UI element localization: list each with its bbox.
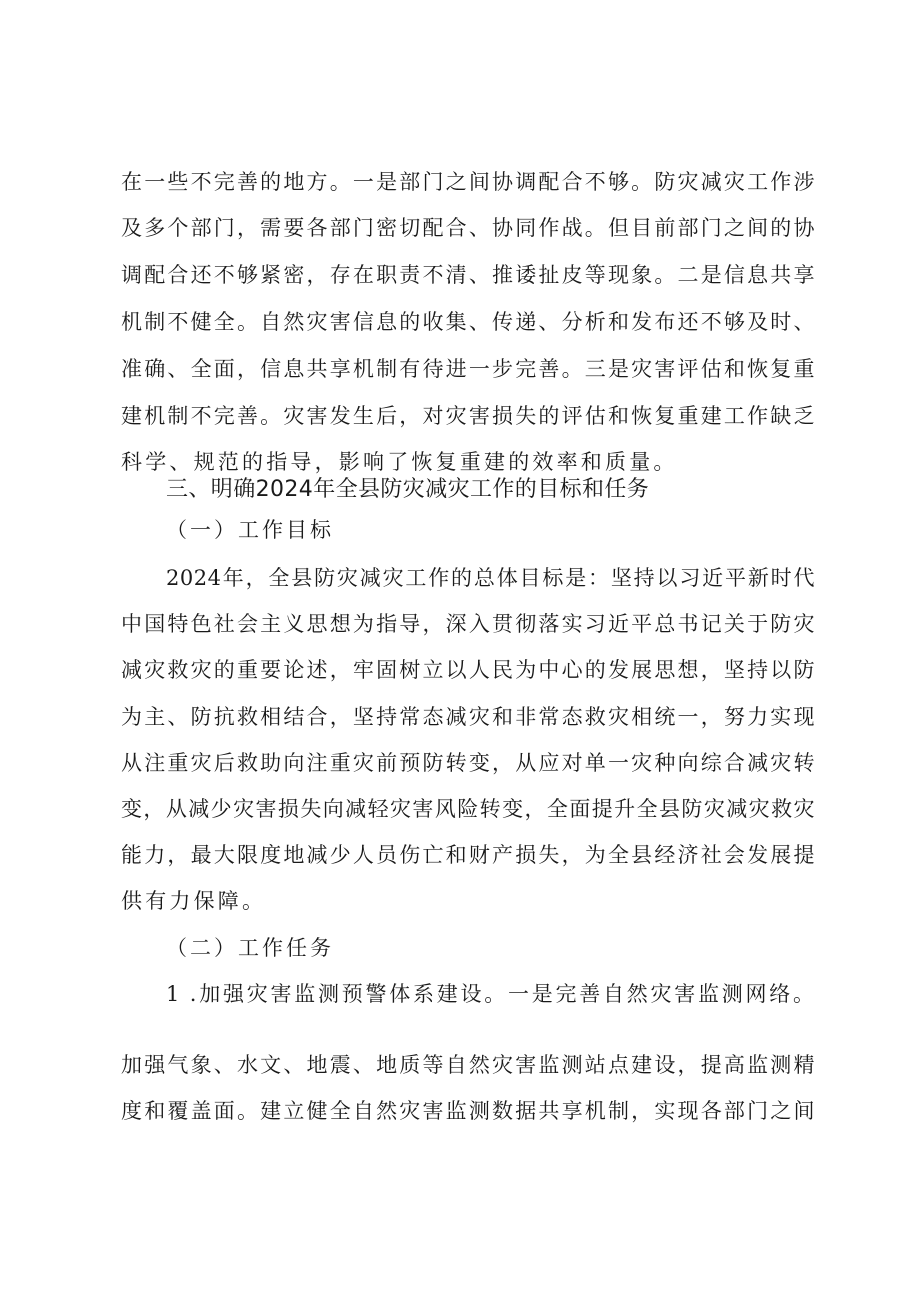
paragraph-line: 建机制不完善。灾害发生后，对灾害损失的评估和恢复重建工作缺乏 <box>121 404 815 428</box>
paragraph-line: 调配合还不够紧密，存在职责不清、推诿扯皮等现象。二是信息共享 <box>121 263 815 287</box>
paragraph-line: 及多个部门，需要各部门密切配合、协同作战。但目前部门之间的协 <box>121 216 815 240</box>
subsection-heading-goals: （一）工作目标 <box>166 518 334 542</box>
paragraph-line: 科学、规范的指导，影响了恢复重建的效率和质量。 <box>121 450 678 474</box>
paragraph-line: 减灾救灾的重要论述，牢固树立以人民为中心的发展思想，坚持以防 <box>121 658 815 682</box>
paragraph-line: 中国特色社会主义思想为指导，深入贯彻落实习近平总书记关于防灾 <box>121 612 815 636</box>
paragraph-line: 度和覆盖面。建立健全自然灾害监测数据共享机制，实现各部门之间 <box>121 1099 815 1123</box>
paragraph-line: 供有力保障。 <box>121 889 267 913</box>
paragraph-line: 机制不健全。自然灾害信息的收集、传递、分析和发布还不够及时、 <box>121 310 815 334</box>
task-item-1: 1 .加强灾害监测预警体系建设。一是完善自然灾害监测网络。 <box>166 982 815 1006</box>
section-heading: 三、明确2024年全县防灾减灾工作的目标和任务 <box>166 477 650 502</box>
paragraph-line: 加强气象、水文、地震、地质等自然灾害监测站点建设，提高监测精 <box>121 1053 815 1077</box>
paragraph-line: 能力，最大限度地减少人员伤亡和财产损失，为全县经济社会发展提 <box>121 843 815 867</box>
paragraph-line: 变，从减少灾害损失向减轻灾害风险转变，全面提升全县防灾减灾救灾 <box>121 797 815 821</box>
subsection-heading-tasks: （二）工作任务 <box>166 936 334 960</box>
paragraph-line: 为主、防抗救相结合，坚持常态减灾和非常态救灾相统一，努力实现 <box>121 705 815 729</box>
paragraph-line: 2024年，全县防灾减灾工作的总体目标是：坚持以习近平新时代 <box>166 566 815 590</box>
paragraph-line: 准确、全面，信息共享机制有待进一步完善。三是灾害评估和恢复重 <box>121 357 815 381</box>
paragraph-line: 从注重灾后救助向注重灾前预防转变，从应对单一灾种向综合减灾转 <box>121 751 815 775</box>
paragraph-line: 在一些不完善的地方。一是部门之间协调配合不够。防灾减灾工作涉 <box>121 170 815 194</box>
